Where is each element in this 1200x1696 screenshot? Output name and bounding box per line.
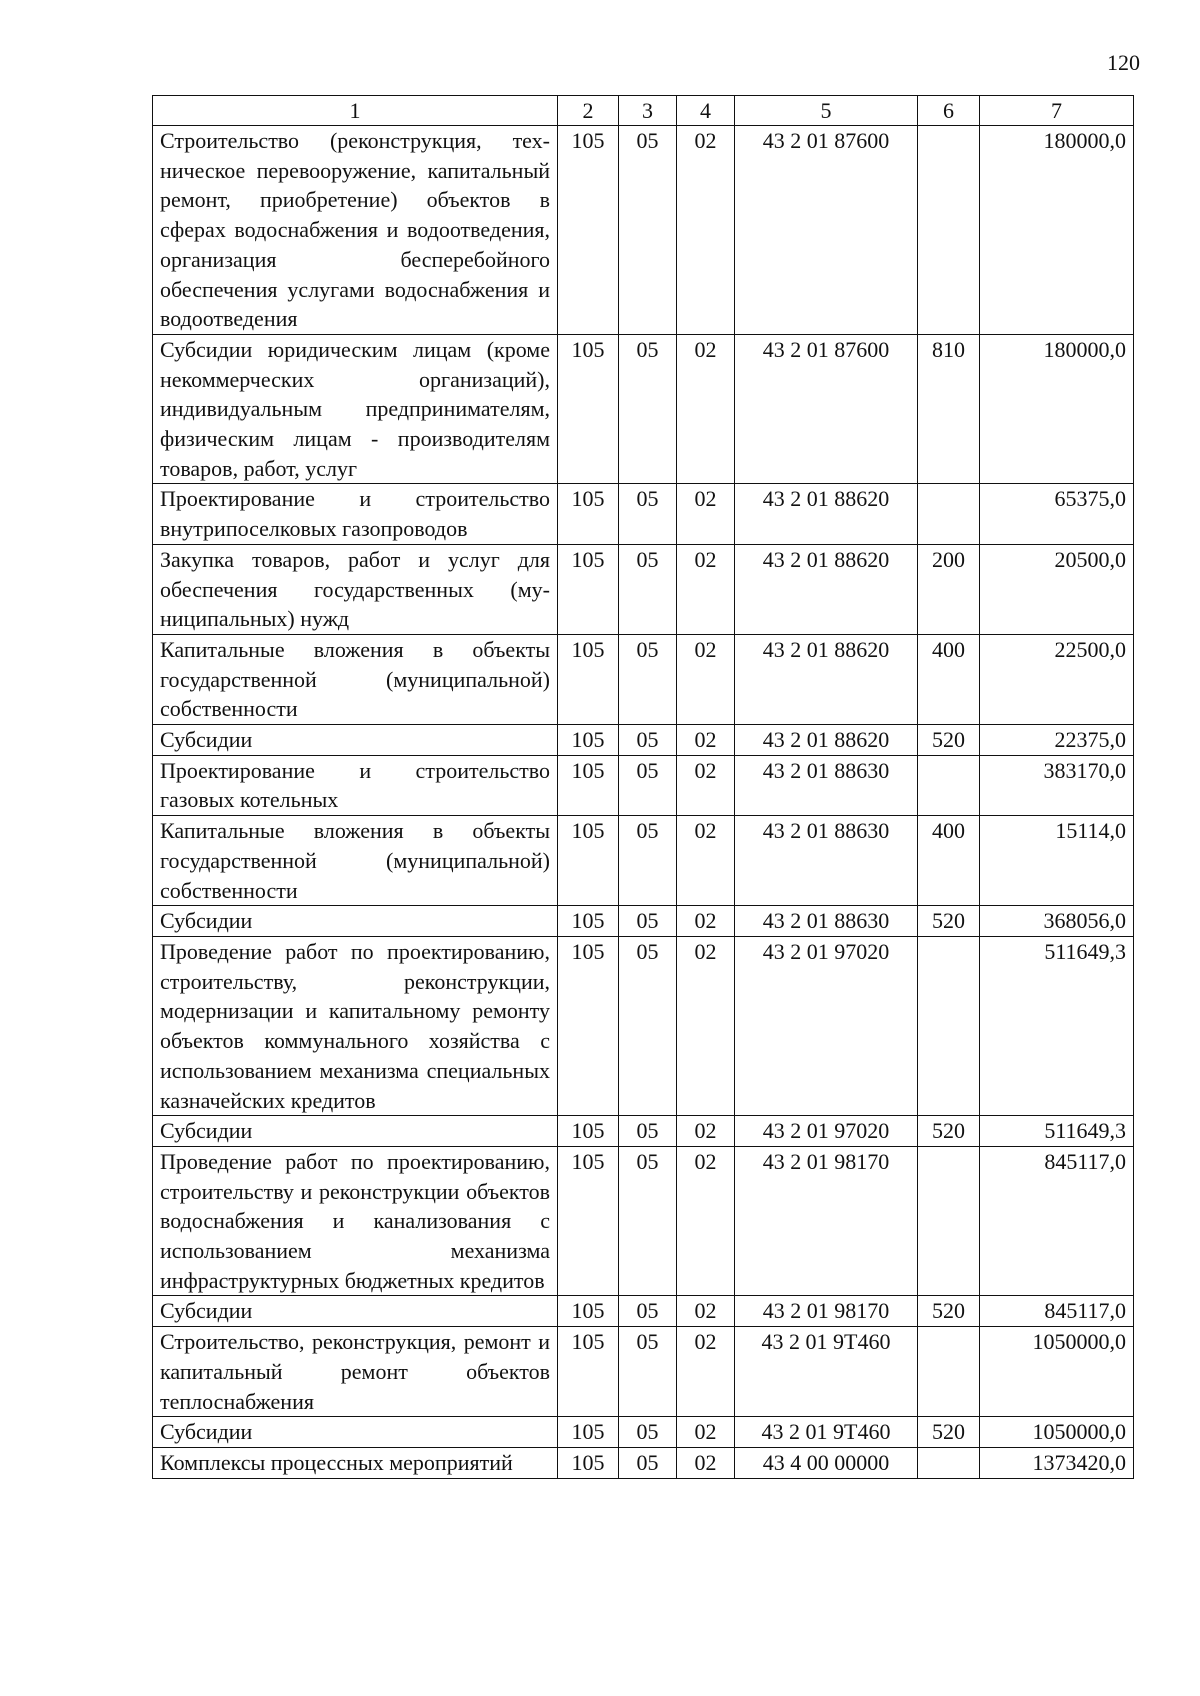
- row-amount-cell: 368056,0: [980, 906, 1134, 937]
- table-row: [153, 126, 1134, 335]
- row-section-code-cell: 05: [619, 126, 677, 335]
- row-admin-code-cell: 105: [558, 1146, 619, 1296]
- row-expense-type-cell: 520: [918, 1417, 980, 1448]
- header-col-6: 6: [918, 96, 980, 126]
- row-name-cell: Капитальные вложения в объекты государственной (муниципальной) собственности: [153, 816, 558, 906]
- row-section-code-cell: 05: [619, 1116, 677, 1147]
- table-row: [153, 544, 1134, 634]
- row-name-cell: Проведение работ по проектированию, строительству и реконструкции объектов водоснабжения и канализования с использованием механизма инфраструктурных бюджетных кредитов: [153, 1146, 558, 1296]
- row-admin-code-cell: 105: [558, 1417, 619, 1448]
- row-expense-type-cell: [918, 1327, 980, 1417]
- row-amount-cell: 22500,0: [980, 634, 1134, 724]
- header-col-4: 4: [677, 96, 735, 126]
- row-target-article-cell: 43 4 00 00000: [735, 1447, 918, 1478]
- table-row: [153, 1417, 1134, 1448]
- row-admin-code-cell: 105: [558, 816, 619, 906]
- table-body: [153, 126, 1134, 1479]
- row-expense-type-cell: 520: [918, 1116, 980, 1147]
- row-amount-cell: 180000,0: [980, 126, 1134, 335]
- row-name-cell: Проведение работ по проектированию, строительству, реконструкции, модернизации и капитальному ремонту объектов коммунального хозяйства с использованием механизма специальных казначейских кредитов: [153, 936, 558, 1115]
- row-target-article-cell: 43 2 01 9Т460: [735, 1417, 918, 1448]
- row-subsection-code-cell: 02: [677, 634, 735, 724]
- row-name-cell: Строительство (реконструкция, техническое перевооружение, капитальный ремонт, приобретение) объектов в сферах водоснабжения и водоотведения, организация бесперебойного обеспечения услугами водоснабжения и водоотведения: [153, 126, 558, 335]
- row-admin-code-cell: 105: [558, 1327, 619, 1417]
- row-admin-code-cell: 105: [558, 755, 619, 815]
- row-admin-code-cell: 105: [558, 1447, 619, 1478]
- row-section-code-cell: 05: [619, 1146, 677, 1296]
- header-row: [153, 96, 1134, 126]
- row-section-code-cell: 05: [619, 334, 677, 484]
- row-section-code-cell: 05: [619, 1296, 677, 1327]
- table-row: [153, 1447, 1134, 1478]
- page-number: 120: [1107, 50, 1140, 75]
- row-section-code-cell: 05: [619, 634, 677, 724]
- row-expense-type-cell: [918, 755, 980, 815]
- table-row: [153, 755, 1134, 815]
- row-admin-code-cell: 105: [558, 725, 619, 756]
- row-section-code-cell: 05: [619, 544, 677, 634]
- row-section-code-cell: 05: [619, 816, 677, 906]
- row-amount-cell: 22375,0: [980, 725, 1134, 756]
- row-name-cell: Субсидии юридическим лицам (кроме некоммерческих организаций), индивидуальным предпринимателям, физическим лицам - производителям товаров, работ, услуг: [153, 334, 558, 484]
- row-subsection-code-cell: 02: [677, 1447, 735, 1478]
- budget-table: [152, 95, 1134, 1479]
- row-amount-cell: 20500,0: [980, 544, 1134, 634]
- row-target-article-cell: 43 2 01 98170: [735, 1296, 918, 1327]
- row-amount-cell: 65375,0: [980, 484, 1134, 544]
- row-target-article-cell: 43 2 01 88630: [735, 906, 918, 937]
- header-col-3: 3: [619, 96, 677, 126]
- row-target-article-cell: 43 2 01 88620: [735, 484, 918, 544]
- row-amount-cell: 511649,3: [980, 1116, 1134, 1147]
- row-amount-cell: 1050000,0: [980, 1417, 1134, 1448]
- row-name-cell: Субсидии: [153, 725, 558, 756]
- row-section-code-cell: 05: [619, 755, 677, 815]
- row-section-code-cell: 05: [619, 936, 677, 1115]
- row-name-cell: Проектирование и строительство газовых котельных: [153, 755, 558, 815]
- row-admin-code-cell: 105: [558, 334, 619, 484]
- row-amount-cell: 383170,0: [980, 755, 1134, 815]
- row-section-code-cell: 05: [619, 1417, 677, 1448]
- row-target-article-cell: 43 2 01 88620: [735, 544, 918, 634]
- row-expense-type-cell: [918, 936, 980, 1115]
- row-section-code-cell: 05: [619, 906, 677, 937]
- row-expense-type-cell: 400: [918, 634, 980, 724]
- row-name-cell: Субсидии: [153, 906, 558, 937]
- row-target-article-cell: 43 2 01 87600: [735, 126, 918, 335]
- row-name-cell: Субсидии: [153, 1296, 558, 1327]
- row-section-code-cell: 05: [619, 1327, 677, 1417]
- row-expense-type-cell: [918, 484, 980, 544]
- row-subsection-code-cell: 02: [677, 484, 735, 544]
- row-admin-code-cell: 105: [558, 484, 619, 544]
- row-name-cell: Строительство, реконструкция, ремонт и капитальный ремонт объектов теплоснабжения: [153, 1327, 558, 1417]
- table-row: [153, 1327, 1134, 1417]
- header-col-7: 7: [980, 96, 1134, 126]
- row-expense-type-cell: 520: [918, 1296, 980, 1327]
- row-expense-type-cell: 400: [918, 816, 980, 906]
- row-name-cell: Закупка товаров, работ и услуг для обеспечения государственных (муниципальных) нужд: [153, 544, 558, 634]
- row-name-cell: Субсидии: [153, 1417, 558, 1448]
- row-amount-cell: 845117,0: [980, 1296, 1134, 1327]
- row-expense-type-cell: [918, 126, 980, 335]
- row-admin-code-cell: 105: [558, 126, 619, 335]
- row-admin-code-cell: 105: [558, 906, 619, 937]
- row-subsection-code-cell: 02: [677, 725, 735, 756]
- row-subsection-code-cell: 02: [677, 906, 735, 937]
- table-row: [153, 484, 1134, 544]
- table-row: [153, 725, 1134, 756]
- row-expense-type-cell: [918, 1146, 980, 1296]
- row-subsection-code-cell: 02: [677, 126, 735, 335]
- table-row: [153, 1116, 1134, 1147]
- row-name-cell: Капитальные вложения в объекты государственной (муниципальной) собственности: [153, 634, 558, 724]
- row-subsection-code-cell: 02: [677, 936, 735, 1115]
- row-target-article-cell: 43 2 01 97020: [735, 1116, 918, 1147]
- table-row: [153, 1146, 1134, 1296]
- table-row: [153, 816, 1134, 906]
- table-row: [153, 634, 1134, 724]
- row-amount-cell: 845117,0: [980, 1146, 1134, 1296]
- row-target-article-cell: 43 2 01 88630: [735, 816, 918, 906]
- row-admin-code-cell: 105: [558, 1116, 619, 1147]
- row-subsection-code-cell: 02: [677, 1296, 735, 1327]
- row-expense-type-cell: 810: [918, 334, 980, 484]
- row-name-cell: Субсидии: [153, 1116, 558, 1147]
- row-subsection-code-cell: 02: [677, 1327, 735, 1417]
- header-col-2: 2: [558, 96, 619, 126]
- row-target-article-cell: 43 2 01 88630: [735, 755, 918, 815]
- table-row: [153, 906, 1134, 937]
- row-amount-cell: 15114,0: [980, 816, 1134, 906]
- row-name-cell: Проектирование и строительство внутрипоселковых газопроводов: [153, 484, 558, 544]
- table-row: [153, 936, 1134, 1115]
- row-section-code-cell: 05: [619, 725, 677, 756]
- row-section-code-cell: 05: [619, 484, 677, 544]
- row-target-article-cell: 43 2 01 88620: [735, 725, 918, 756]
- row-expense-type-cell: [918, 1447, 980, 1478]
- table-row: [153, 334, 1134, 484]
- header-col-5: 5: [735, 96, 918, 126]
- row-admin-code-cell: 105: [558, 936, 619, 1115]
- row-subsection-code-cell: 02: [677, 1116, 735, 1147]
- row-amount-cell: 1050000,0: [980, 1327, 1134, 1417]
- row-admin-code-cell: 105: [558, 1296, 619, 1327]
- row-expense-type-cell: 520: [918, 725, 980, 756]
- row-subsection-code-cell: 02: [677, 816, 735, 906]
- row-amount-cell: 180000,0: [980, 334, 1134, 484]
- row-section-code-cell: 05: [619, 1447, 677, 1478]
- row-expense-type-cell: 520: [918, 906, 980, 937]
- row-subsection-code-cell: 02: [677, 755, 735, 815]
- row-amount-cell: 511649,3: [980, 936, 1134, 1115]
- table-header: [153, 96, 1134, 126]
- row-subsection-code-cell: 02: [677, 1146, 735, 1296]
- row-target-article-cell: 43 2 01 9Т460: [735, 1327, 918, 1417]
- table-row: [153, 1296, 1134, 1327]
- row-subsection-code-cell: 02: [677, 1417, 735, 1448]
- row-target-article-cell: 43 2 01 88620: [735, 634, 918, 724]
- row-subsection-code-cell: 02: [677, 544, 735, 634]
- row-admin-code-cell: 105: [558, 634, 619, 724]
- row-amount-cell: 1373420,0: [980, 1447, 1134, 1478]
- header-col-1: 1: [153, 96, 558, 126]
- row-admin-code-cell: 105: [558, 544, 619, 634]
- row-name-cell: Комплексы процессных мероприятий: [153, 1447, 558, 1478]
- row-subsection-code-cell: 02: [677, 334, 735, 484]
- row-target-article-cell: 43 2 01 97020: [735, 936, 918, 1115]
- row-expense-type-cell: 200: [918, 544, 980, 634]
- row-target-article-cell: 43 2 01 87600: [735, 334, 918, 484]
- row-target-article-cell: 43 2 01 98170: [735, 1146, 918, 1296]
